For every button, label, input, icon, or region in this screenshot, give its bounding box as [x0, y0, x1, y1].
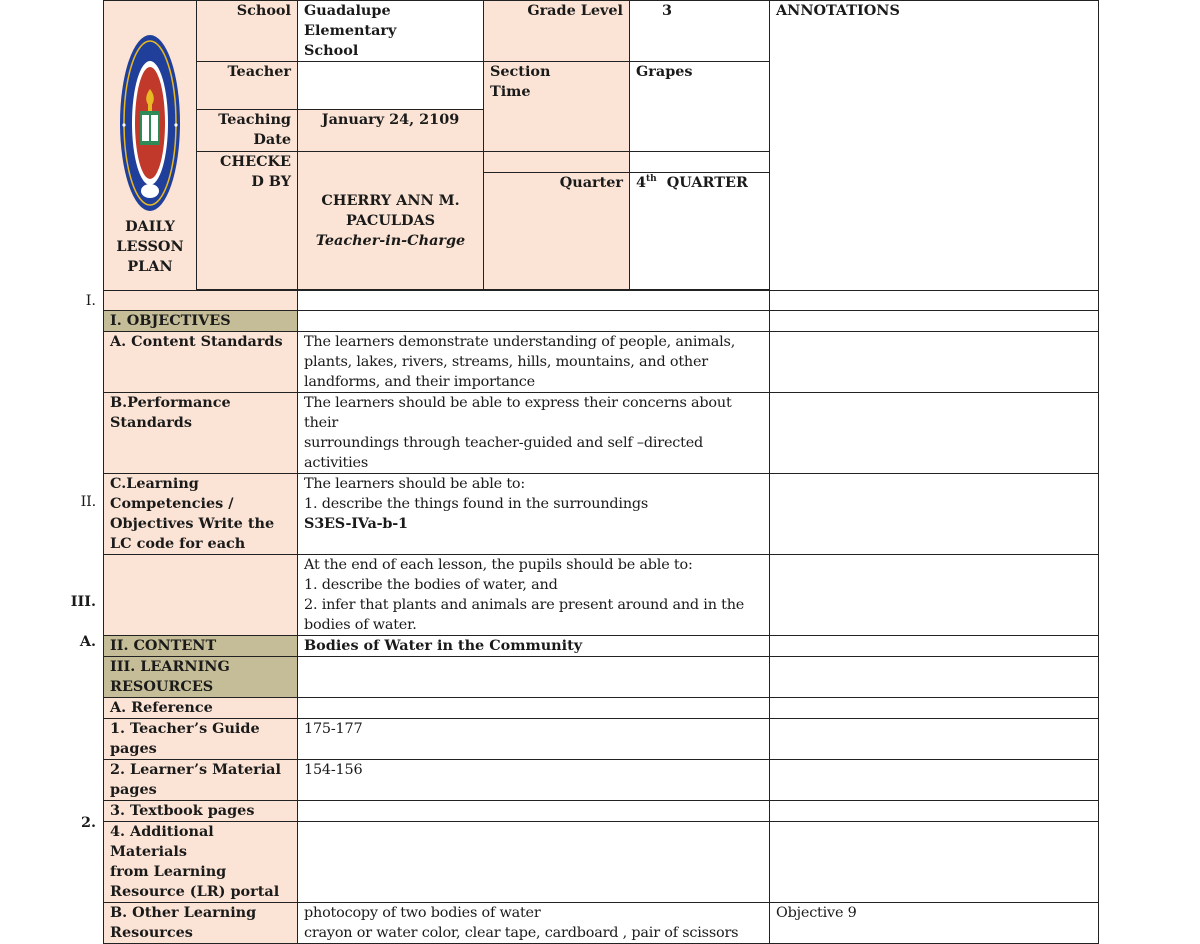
learning-resources-header	[104, 657, 298, 698]
dlp-title-line-1: DAILY	[125, 218, 175, 235]
section-time-filler	[484, 152, 630, 173]
teaching-date-label-line-2: Date	[253, 131, 291, 148]
section-time-label	[484, 62, 630, 152]
spacer-middle	[298, 291, 770, 311]
school-value-line-1: Guadalupe Elementary	[304, 2, 397, 39]
learning-competencies-line-2: 1. describe the things found in the surroundings	[304, 496, 649, 512]
content-standards-annotation	[770, 332, 1099, 393]
lesson-objectives-line-2: 1. describe the bodies of water, and	[304, 577, 558, 593]
lesson-objectives-line-3: 2. infer that plants and animals are present around and in the	[304, 597, 745, 613]
teacher-value	[298, 62, 484, 110]
section-label: Section	[490, 63, 551, 80]
additional-materials-annotation	[770, 822, 1099, 903]
other-resources-annotation: Objective 9	[770, 903, 1099, 944]
lesson-plan-table	[103, 0, 1099, 944]
lesson-objectives-label	[104, 555, 298, 636]
learners-material-label-line-2: pages	[110, 781, 157, 798]
grade-value: 3	[630, 1, 770, 62]
content-annotation	[770, 636, 1099, 657]
other-resources-value	[298, 903, 770, 944]
checked-by-value	[298, 152, 484, 290]
spacer-annotation	[770, 291, 1099, 311]
quarter-number: 4	[636, 174, 647, 191]
checked-by-label	[197, 152, 298, 290]
school-value-line-2: School	[304, 42, 359, 59]
content-standards-line-1: The learners demonstrate understanding of people, animals,	[304, 334, 736, 350]
learners-material-label-line-1: 2. Learner’s Material	[110, 761, 281, 778]
section-value-filler	[630, 152, 770, 173]
checked-by-name-line-1: CHERRY ANN M.	[321, 191, 460, 209]
additional-materials-label	[104, 822, 298, 903]
lesson-objectives-line-4: bodies of water.	[304, 617, 417, 633]
additional-materials-label-line-3: Resource (LR) portal	[110, 883, 280, 900]
other-resources-label-line-1: B. Other Learning	[110, 904, 257, 921]
additional-materials-label-line-2: from Learning	[110, 863, 227, 880]
learning-competencies-label-line-3: Objectives Write the	[110, 515, 275, 532]
grade-label: Grade Level	[484, 1, 630, 62]
other-resources-line-2: crayon or water color, clear tape, cardboard , pair of scissors	[304, 925, 739, 941]
content-standards-line-2: plants, lakes, rivers, streams, hills, mountains, and other	[304, 354, 708, 370]
teaching-date-value: January 24, 2109	[298, 110, 484, 152]
lesson-objectives-annotation	[770, 555, 1099, 636]
content-header: II. CONTENT	[104, 636, 298, 657]
content-value: Bodies of Water in the Community	[298, 636, 770, 657]
reference-annotation	[770, 698, 1099, 719]
textbook-annotation	[770, 801, 1099, 822]
marker-other-resources: 2.	[80, 814, 96, 831]
school-label: School	[197, 1, 298, 62]
performance-standards-label-line-1: B.Performance	[110, 394, 231, 411]
quarter-word: QUARTER	[666, 174, 748, 191]
lc-code: S3ES-IVa-b-1	[304, 515, 408, 532]
objectives-annotation	[770, 311, 1099, 332]
learners-material-label	[104, 760, 298, 801]
content-standards-label: A. Content Standards	[104, 332, 298, 393]
annotations-header: ANNOTATIONS	[770, 1, 1099, 291]
marker-objectives: I.	[85, 293, 96, 309]
teacher-label: Teacher	[197, 62, 298, 110]
learners-material-value: 154-156	[298, 760, 770, 801]
quarter-value	[630, 173, 770, 290]
teachers-guide-label	[104, 719, 298, 760]
performance-standards-annotation	[770, 393, 1099, 474]
teachers-guide-annotation	[770, 719, 1099, 760]
learning-competencies-value	[298, 474, 770, 555]
textbook-value	[298, 801, 770, 822]
reference-value	[298, 698, 770, 719]
teaching-date-label-line-1: Teaching	[218, 111, 291, 128]
learning-resources-value	[298, 657, 770, 698]
school-seal-icon	[118, 33, 182, 213]
spacer-left	[104, 291, 298, 311]
lesson-objectives-value	[298, 555, 770, 636]
quarter-label: Quarter	[484, 173, 630, 290]
section-value: Grapes	[630, 62, 770, 152]
objectives-header: I. OBJECTIVES	[104, 311, 298, 332]
logo-title-cell	[104, 1, 197, 291]
learning-competencies-label-line-4: LC code for each	[110, 535, 246, 552]
content-standards-value	[298, 332, 770, 393]
learning-resources-header-line-1: III. LEARNING	[110, 658, 230, 675]
time-label: Time	[490, 83, 531, 100]
other-resources-line-1: photocopy of two bodies of water	[304, 905, 541, 921]
performance-standards-line-2: surroundings through teacher-guided and self –directed activities	[304, 435, 704, 471]
learning-resources-header-line-2: RESOURCES	[110, 678, 214, 695]
quarter-suffix: th	[646, 174, 657, 185]
checked-by-label-line-2: D BY	[251, 173, 291, 190]
teaching-date-label	[197, 110, 298, 152]
learning-competencies-label-line-2: Competencies /	[110, 495, 234, 512]
learning-competencies-label	[104, 474, 298, 555]
teachers-guide-value: 175-177	[298, 719, 770, 760]
performance-standards-label-line-2: Standards	[110, 414, 192, 431]
learning-competencies-line-1: The learners should be able to:	[304, 476, 526, 492]
learning-resources-annotation	[770, 657, 1099, 698]
teachers-guide-label-line-1: 1. Teacher’s Guide	[110, 720, 260, 737]
performance-standards-label	[104, 393, 298, 474]
performance-standards-value	[298, 393, 770, 474]
learning-competencies-label-line-1: C.Learning	[110, 475, 199, 492]
marker-reference: A.	[79, 633, 96, 650]
learners-material-annotation	[770, 760, 1099, 801]
lesson-objectives-line-1: At the end of each lesson, the pupils should be able to:	[304, 557, 693, 573]
marker-learning-resources: III.	[70, 593, 96, 610]
checked-by-label-line-1: CHECKE	[220, 153, 291, 170]
reference-label: A. Reference	[104, 698, 298, 719]
dlp-title-line-3: PLAN	[127, 258, 173, 275]
additional-materials-label-line-1: 4. Additional Materials	[110, 823, 214, 860]
checked-by-name-line-2: PACULDAS	[345, 211, 436, 229]
checked-by-role: Teacher-in-Charge	[315, 231, 466, 249]
objectives-value	[298, 311, 770, 332]
teachers-guide-label-line-2: pages	[110, 740, 157, 757]
performance-standards-line-1: The learners should be able to express their concerns about their	[304, 395, 732, 431]
additional-materials-value	[298, 822, 770, 903]
marker-second: II.	[80, 494, 96, 510]
textbook-label: 3. Textbook pages	[104, 801, 298, 822]
other-resources-label-line-2: Resources	[110, 924, 193, 941]
school-value	[298, 1, 484, 62]
other-resources-label	[104, 903, 298, 944]
learning-competencies-annotation	[770, 474, 1099, 555]
content-standards-line-3: landforms, and their importance	[304, 374, 535, 390]
dlp-title-line-2: LESSON	[116, 238, 184, 255]
